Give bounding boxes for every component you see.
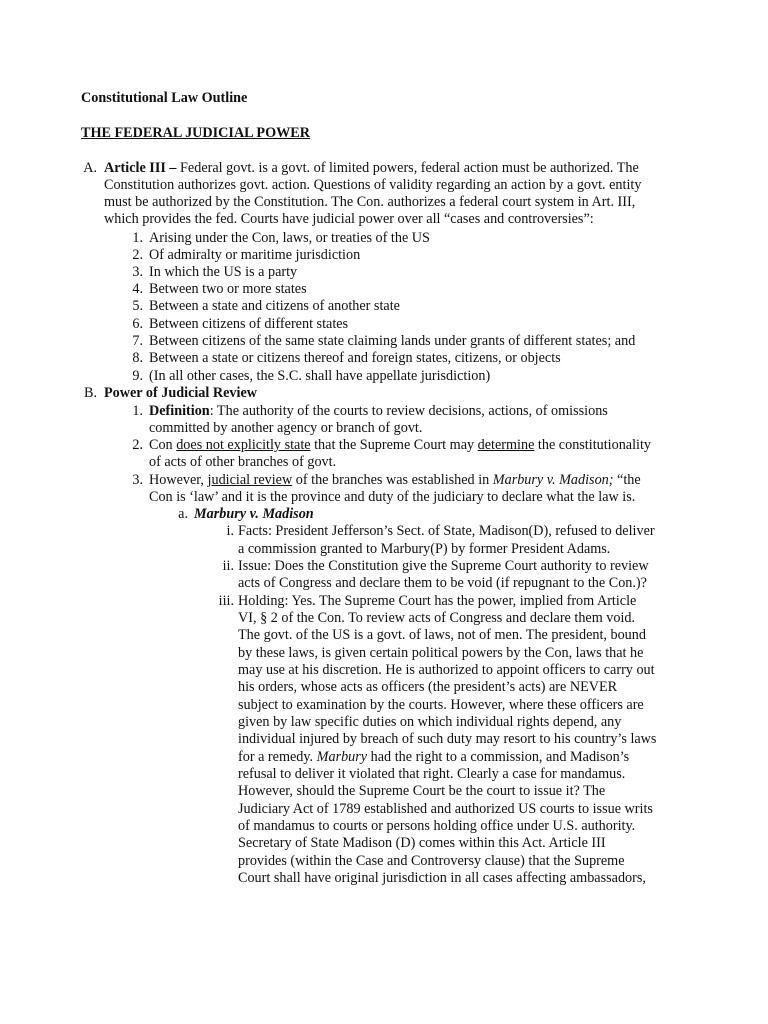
item-2-text-mid: that the Supreme Court may xyxy=(310,437,478,453)
list-item-marker: 9. xyxy=(132,368,143,384)
item-2-text-pre: Con xyxy=(149,437,177,453)
list-item: Of admiralty or maritime jurisdiction xyxy=(149,247,361,263)
issue-line: acts of Congress and declare them to be void (if repugnant to the Con.)? xyxy=(238,575,647,591)
holding-line xyxy=(238,749,629,766)
item-3-text-mid: of the branches was established in xyxy=(292,472,493,488)
item-3-text-post: “the xyxy=(613,472,641,488)
facts-line: a commission granted to Marbury(P) by former President Adams. xyxy=(238,541,611,557)
list-item-marker: 4. xyxy=(132,281,143,297)
holding-text: had the right to a commission, and Madison’s xyxy=(367,749,630,765)
definition-line-1 xyxy=(149,403,608,420)
section-heading: THE FEDERAL JUDICIAL POWER xyxy=(81,125,311,141)
list-item: Between citizens of the same state claiming lands under grants of different states; and xyxy=(149,333,636,349)
holding-line: Secretary of State Madison (D) comes within this Act. Article III xyxy=(238,835,606,851)
list-item-marker: 2. xyxy=(132,247,143,263)
list-item-marker: 1. xyxy=(132,230,143,246)
roman-marker-facts: i. xyxy=(226,523,234,539)
section-a-line-3: must be authorized by the Constitution. The Con. authorizes a federal court system in Art. III, xyxy=(104,194,636,210)
list-item-marker: 5. xyxy=(132,298,143,314)
holding-line: The govt. of the US is a govt. of laws, not of men. The president, bound xyxy=(238,627,646,643)
facts-line: Facts: President Jefferson’s Sect. of State, Madison(D), refused to deliver xyxy=(238,523,655,539)
section-a-line-1-text: Federal govt. is a govt. of limited powers, federal action must be authorized. The xyxy=(176,160,639,176)
holding-line: refusal to deliver it violated that right. Clearly a case for mandamus. xyxy=(238,766,626,782)
holding-line: individual injured by breach of such duty may resort to his country’s laws xyxy=(238,731,657,747)
list-item-marker: 1. xyxy=(132,403,143,419)
holding-text: for a remedy. xyxy=(238,749,317,765)
roman-marker-holding: iii. xyxy=(218,593,234,609)
item-3-line-2: Con is ‘law’ and it is the province and duty of the judiciary to declare what the law is. xyxy=(149,489,636,505)
section-b-label: Power of Judicial Review xyxy=(104,385,258,401)
list-item-marker: 6. xyxy=(132,316,143,332)
item-3-text-pre: However, xyxy=(149,472,208,488)
holding-line: given by law specific duties on which individual rights depend, any xyxy=(238,714,622,730)
section-a-line-1 xyxy=(104,160,639,177)
holding-line: Holding: Yes. The Supreme Court has the power, implied from Article xyxy=(238,593,637,609)
holding-line: of mandamus to courts or persons holding office under U.S. authority. xyxy=(238,818,636,834)
definition-text: : The authority of the courts to review decisions, actions, of omissions xyxy=(209,403,608,419)
sub-item-label: Marbury v. Madison xyxy=(194,506,314,522)
holding-line: Judiciary Act of 1789 established and authorized US courts to issue writs xyxy=(238,801,653,817)
section-a-label: Article III – xyxy=(104,160,177,176)
section-a-line-4: which provides the fed. Courts have judicial power over all “cases and controversies”: xyxy=(104,211,594,227)
definition-label: Definition xyxy=(149,403,210,419)
item-2-underlined-2: determine xyxy=(477,437,535,453)
item-2-line-1 xyxy=(149,437,651,454)
definition-line-2: committed by another agency or branch of govt. xyxy=(149,420,423,436)
document-title: Constitutional Law Outline xyxy=(81,90,248,106)
section-a-line-2: Constitution authorizes govt. action. Questions of validity regarding an action by a govt. entity xyxy=(104,177,642,193)
holding-line: by these laws, is given certain political powers by the Con, laws that he xyxy=(238,645,644,661)
item-2-line-2: of acts of other branches of govt. xyxy=(149,454,337,470)
list-item: Between a state and citizens of another state xyxy=(149,298,400,314)
holding-line: VI, § 2 of the Con. To review acts of Congress and declare them void. xyxy=(238,610,636,626)
holding-line: provides (within the Case and Controversy clause) that the Supreme xyxy=(238,853,625,869)
roman-marker-issue: ii. xyxy=(222,558,234,574)
list-item: Between two or more states xyxy=(149,281,307,297)
case-name: Marbury v. Madison; xyxy=(492,472,614,488)
sub-item-marker: a. xyxy=(178,506,188,522)
holding-line: may use at his discretion. He is authorized to appoint officers to carry out xyxy=(238,662,655,678)
case-party-name: Marbury xyxy=(316,749,368,765)
item-3-underlined: judicial review xyxy=(207,472,293,488)
list-item: Between a state or citizens thereof and foreign states, citizens, or objects xyxy=(149,350,561,366)
list-item-marker: 7. xyxy=(132,333,143,349)
list-item-marker: 8. xyxy=(132,350,143,366)
section-a-marker: A. xyxy=(83,160,97,176)
list-item-marker: 3. xyxy=(132,472,143,488)
item-2-text-post: the constitutionality xyxy=(534,437,652,453)
list-item-marker: 2. xyxy=(132,437,143,453)
holding-line: subject to examination by the courts. However, where these officers are xyxy=(238,697,644,713)
list-item: In which the US is a party xyxy=(149,264,298,280)
list-item: Arising under the Con, laws, or treaties of the US xyxy=(149,230,430,246)
issue-line: Issue: Does the Constitution give the Supreme Court authority to review xyxy=(238,558,649,574)
section-b-marker: B. xyxy=(83,385,97,401)
item-3-line-1 xyxy=(149,472,641,489)
holding-line: However, should the Supreme Court be the court to issue it? The xyxy=(238,783,606,799)
list-item: Between citizens of different states xyxy=(149,316,349,332)
holding-line: Court shall have original jurisdiction in all cases affecting ambassadors, xyxy=(238,870,646,886)
list-item: (In all other cases, the S.C. shall have appellate jurisdiction) xyxy=(149,368,491,384)
item-2-underlined-1: does not explicitly state xyxy=(176,437,311,453)
list-item-marker: 3. xyxy=(132,264,143,280)
holding-line: his orders, whose acts as officers (the president’s acts) are NEVER xyxy=(238,679,618,695)
